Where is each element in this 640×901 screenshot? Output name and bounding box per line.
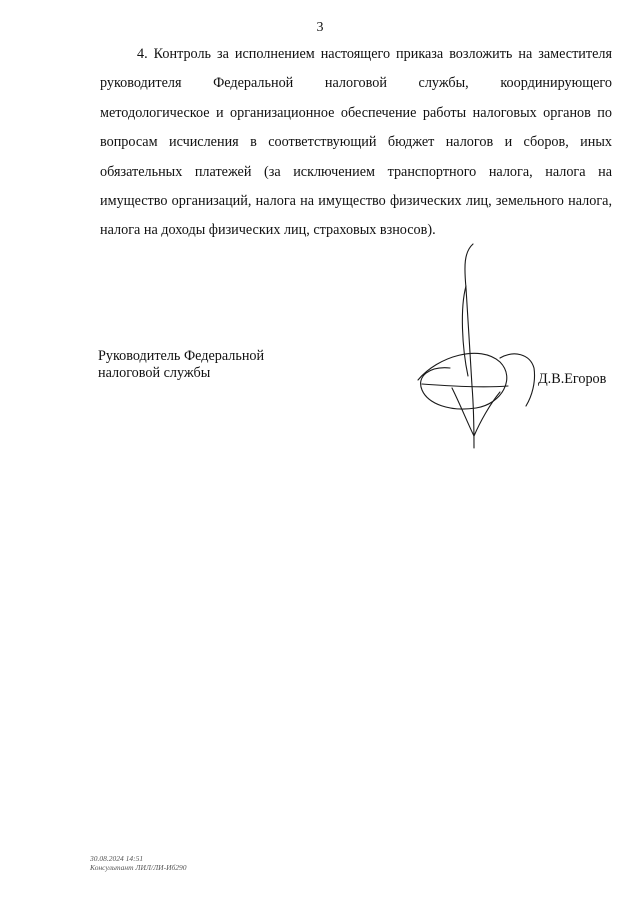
- document-footer: [90, 854, 187, 872]
- footer-code: Консультант ЛИЛ/ЛИ-Иб290: [90, 863, 187, 872]
- footer-timestamp: 30.08.2024 14:51: [90, 854, 144, 863]
- handwritten-signature: [410, 236, 540, 456]
- signatory-title-line-2: налоговой службы: [98, 365, 211, 381]
- signatory-name: Д.В.Егоров: [538, 371, 607, 387]
- signatory-title-line-1: Руководитель Федеральной: [98, 348, 265, 364]
- signatory-title: [98, 348, 264, 382]
- paragraph-item-4: 4. Контроль за исполнением настоящего приказа возложить на заместителя руководителя Федеральной налоговой службы, координирующего методологическое и организационное обеспечение работы налоговых органов по вопросам исчисления в соответствующий бюджет налогов и сборов, иных обязательных платежей (за исключением транспортного налога, налога на имущество организаций, налога на имущество физических лиц, земельного налога, налога на доходы физических лиц, страховых взносов).: [100, 46, 612, 239]
- page-number: 3: [316, 20, 324, 35]
